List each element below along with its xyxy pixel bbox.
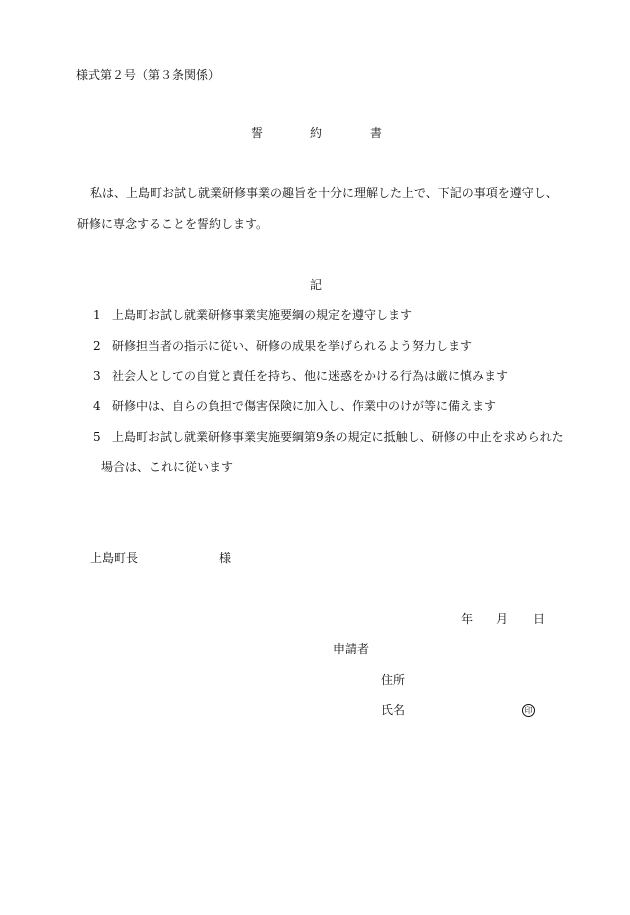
addressee-name: 上島町長: [90, 551, 139, 565]
form-number: 様式第２号（第３条関係）: [76, 68, 221, 82]
item-number: 4: [93, 399, 101, 413]
title-char-2: 約: [310, 126, 323, 140]
item-text: 研修中は、自らの負担で傷害保険に加入し、作業中のけが等に備えます: [112, 399, 497, 413]
item-text-continuation: 場合は、これに従います: [101, 460, 234, 474]
pledge-line-2: 研修に専念することを誓約します。: [77, 217, 269, 231]
title-char-3: 書: [370, 126, 383, 140]
ki-heading: 記: [310, 278, 323, 292]
item-number: 2: [93, 339, 101, 353]
pledge-line-1: 私は、上島町お試し就業研修事業の趣旨を十分に理解した上で、下記の事項を遵守し、: [90, 186, 558, 200]
date-year: 年: [461, 612, 474, 626]
item-number: 3: [93, 369, 101, 383]
item-text: 上島町お試し就業研修事業実施要綱第9条の規定に抵触し、研修の中止を求められた: [112, 430, 564, 444]
title-char-1: 誓: [251, 126, 264, 140]
date-month: 月: [496, 612, 509, 626]
name-label: 氏名: [381, 703, 406, 717]
address-label: 住所: [381, 673, 406, 687]
item-text: 社会人としての自覚と責任を持ち、他に迷惑をかける行為は厳に慎みます: [112, 369, 509, 383]
seal-mark: 印: [522, 704, 535, 717]
applicant-label: 申請者: [333, 642, 370, 656]
item-number: 1: [93, 308, 101, 322]
item-text: 上島町お試し就業研修事業実施要綱の規定を遵守します: [112, 308, 413, 322]
addressee-honorific: 様: [219, 551, 232, 565]
item-number: 5: [93, 430, 101, 444]
item-text: 研修担当者の指示に従い、研修の成果を挙げられるよう努力します: [112, 339, 473, 353]
date-day: 日: [533, 612, 546, 626]
